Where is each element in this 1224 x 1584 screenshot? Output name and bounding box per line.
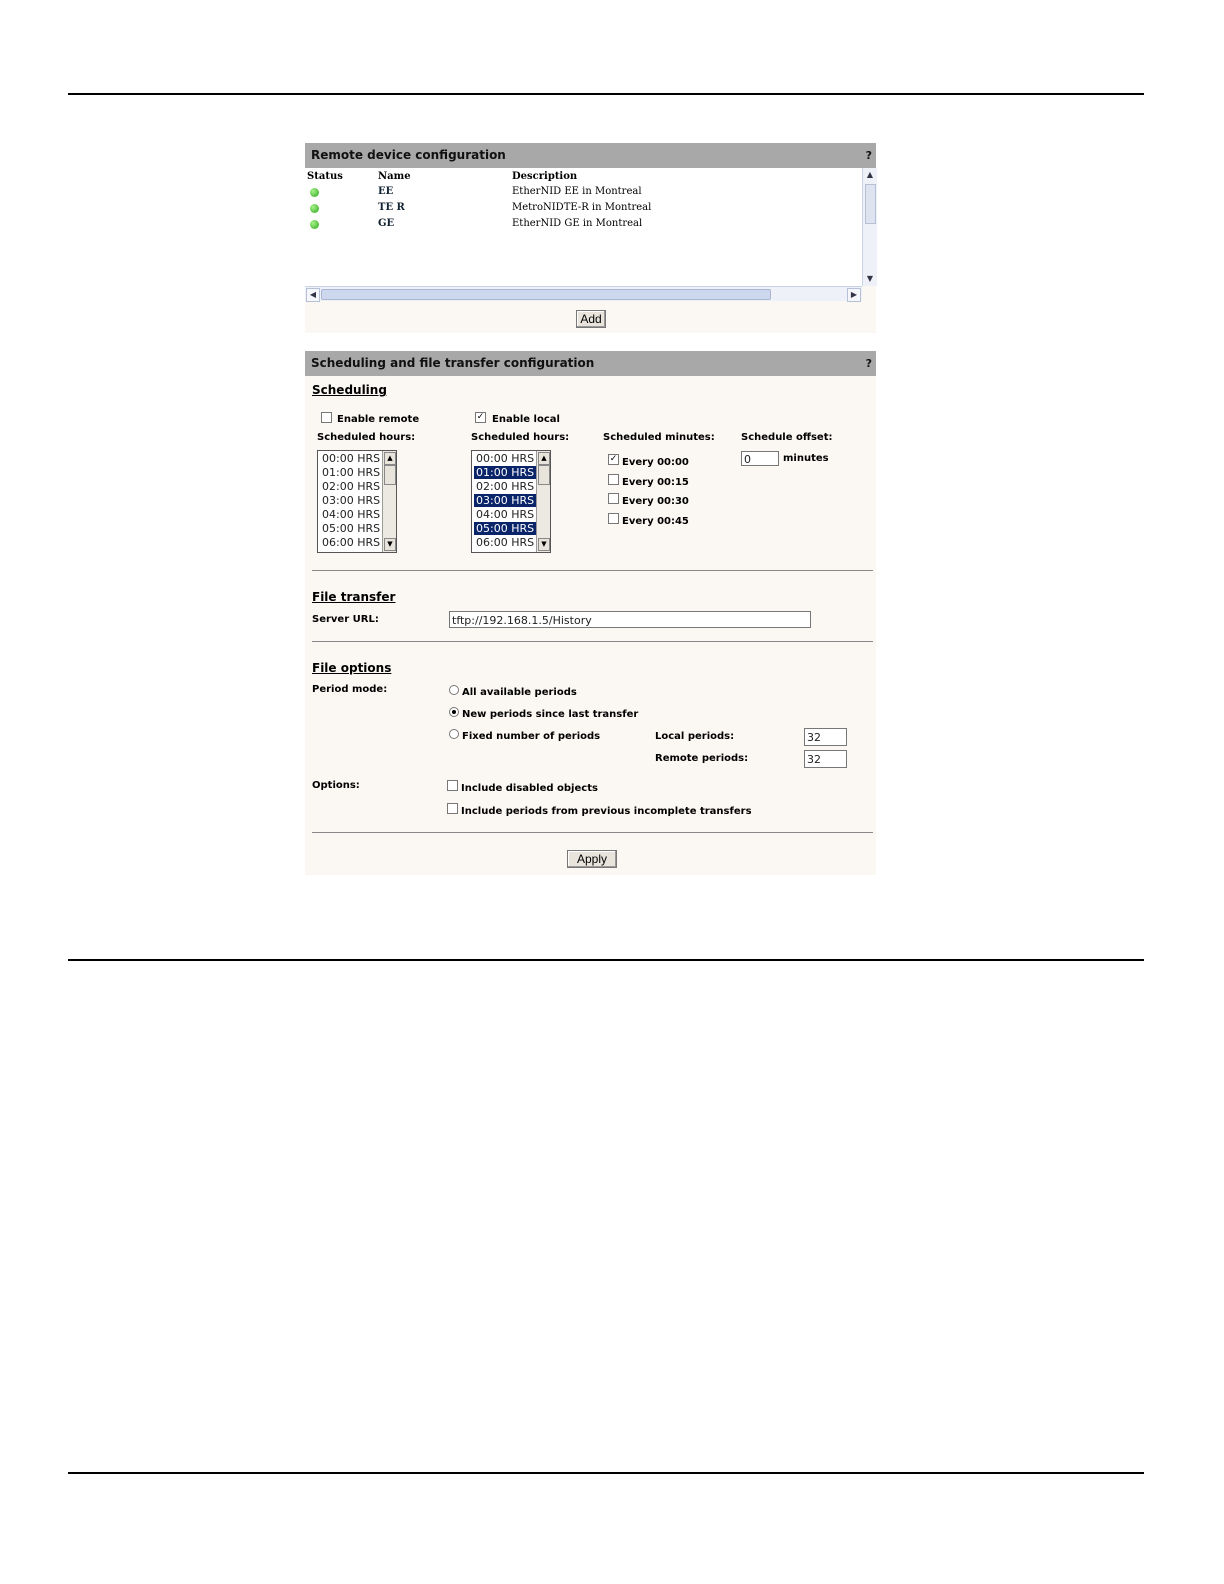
minutes-label: Scheduled minutes: [603,432,715,443]
device-name: TE R [378,202,405,213]
enable-remote-label: Enable remote [337,414,420,425]
listbox-option[interactable]: 02:00 HRS [476,480,535,493]
listbox-option[interactable]: 00:00 HRS [322,452,381,465]
offset-input[interactable]: 0 [741,451,779,466]
status-dot-icon [310,204,319,213]
divider [312,641,873,642]
option-label: Include periods from previous incomplete transfers [461,806,752,817]
add-button[interactable]: Add [576,310,606,328]
period-mode-label: New periods since last transfer [462,709,639,720]
minute-label: Every 00:45 [622,515,689,527]
top-rule [68,93,1144,95]
option-checkbox[interactable] [447,780,458,791]
status-column-header: Status [307,171,343,182]
device-description: MetroNIDTE-R in Montreal [512,202,652,213]
local-periods-label: Local periods: [655,731,735,742]
bottom-rule [68,1472,1144,1474]
scheduling-title-bar [305,351,876,376]
device-description: EtherNID EE in Montreal [512,186,642,197]
period-mode-radio[interactable] [449,707,459,717]
remote-periods-label: Remote periods: [655,753,749,764]
apply-button[interactable]: Apply [567,850,617,868]
option-label: Include disabled objects [461,783,598,794]
remote-periods-input[interactable]: 32 [804,750,847,768]
scroll-down-icon[interactable]: ▼ [866,274,874,283]
listbox-scrollbar[interactable] [382,451,396,552]
listbox-option[interactable]: 05:00 HRS [474,522,538,535]
listbox-option[interactable]: 05:00 HRS [322,522,381,535]
local-hours-label: Scheduled hours: [471,432,570,443]
minute-label: Every 00:30 [622,496,689,507]
minute-checkbox[interactable] [608,513,619,524]
listbox-option[interactable]: 01:00 HRS [322,466,381,479]
period-mode-label: All available periods [462,687,577,698]
remote-device-title-bar [305,143,876,168]
remote-device-title: Remote device configuration [311,148,506,162]
listbox-option[interactable]: 03:00 HRS [474,494,538,507]
description-column-header: Description [512,171,578,182]
enable-local-checkbox[interactable]: ✓ [476,412,485,422]
help-icon[interactable]: ? [865,357,872,370]
name-column-header: Name [378,171,411,182]
horizontal-scroll-thumb[interactable] [321,289,771,300]
scroll-up-icon[interactable]: ▲ [866,170,874,179]
remote-hours-listbox[interactable] [317,450,397,553]
scheduling-title: Scheduling and file transfer configuration [311,356,595,370]
scroll-down-icon[interactable]: ▼ [384,538,396,551]
table-row[interactable] [305,201,862,217]
listbox-option[interactable]: 00:00 HRS [476,452,535,465]
file-options-heading: File options [312,661,392,675]
scroll-thumb[interactable] [865,184,876,224]
minute-checkbox[interactable]: ✓ [609,454,618,464]
scroll-thumb[interactable] [538,465,550,485]
scroll-right-icon[interactable]: ▶ [847,288,861,302]
local-hours-listbox[interactable] [471,450,551,553]
status-dot-icon [310,188,319,197]
period-mode-radio[interactable] [449,685,459,695]
divider [312,570,873,571]
offset-label: Schedule offset: [741,432,833,443]
scheduling-panel [305,351,876,875]
device-name: GE [378,218,395,229]
device-table-vertical-scrollbar[interactable] [862,168,877,286]
remote-device-panel [305,143,876,333]
listbox-option[interactable]: 04:00 HRS [322,508,381,521]
offset-unit: minutes [783,453,829,464]
device-description: EtherNID GE in Montreal [512,218,643,229]
listbox-option[interactable]: 03:00 HRS [322,494,381,507]
device-name: EE [378,186,394,197]
listbox-option[interactable]: 06:00 HRS [322,536,381,549]
scroll-down-icon[interactable]: ▼ [538,538,550,551]
table-row[interactable] [305,185,862,201]
minute-checkbox[interactable] [608,493,619,504]
scroll-thumb[interactable] [384,465,396,485]
help-icon[interactable]: ? [865,149,872,162]
listbox-option[interactable]: 06:00 HRS [476,536,535,549]
scroll-up-icon[interactable]: ▲ [538,452,550,465]
server-url-input[interactable]: tftp://192.168.1.5/History [449,611,811,628]
period-mode-label: Fixed number of periods [462,731,601,742]
server-url-label: Server URL: [312,614,379,625]
minute-label: Every 00:15 [622,476,689,488]
file-transfer-heading: File transfer [312,590,396,604]
local-periods-input[interactable]: 32 [804,728,847,746]
device-table [305,168,862,286]
divider [312,832,873,833]
middle-rule [68,959,1144,961]
listbox-option[interactable]: 01:00 HRS [474,466,538,479]
enable-local-label: Enable local [492,414,560,425]
listbox-option[interactable]: 02:00 HRS [322,480,381,493]
listbox-option[interactable]: 04:00 HRS [476,508,535,521]
minute-label: Every 00:00 [622,457,689,468]
remote-hours-label: Scheduled hours: [317,432,416,443]
device-table-horizontal-scrollbar[interactable] [305,286,862,301]
status-dot-icon [310,220,319,229]
period-mode-label: Period mode: [312,684,388,695]
period-mode-radio[interactable] [449,729,459,739]
scroll-up-icon[interactable]: ▲ [384,452,396,465]
scheduling-heading: Scheduling [312,383,387,397]
minute-checkbox[interactable] [608,474,619,485]
scroll-left-icon[interactable]: ◀ [306,288,320,302]
enable-remote-checkbox[interactable] [321,412,332,423]
options-label: Options: [312,780,360,791]
option-checkbox[interactable] [447,803,458,814]
listbox-scrollbar[interactable] [536,451,550,552]
table-row[interactable] [305,217,862,233]
